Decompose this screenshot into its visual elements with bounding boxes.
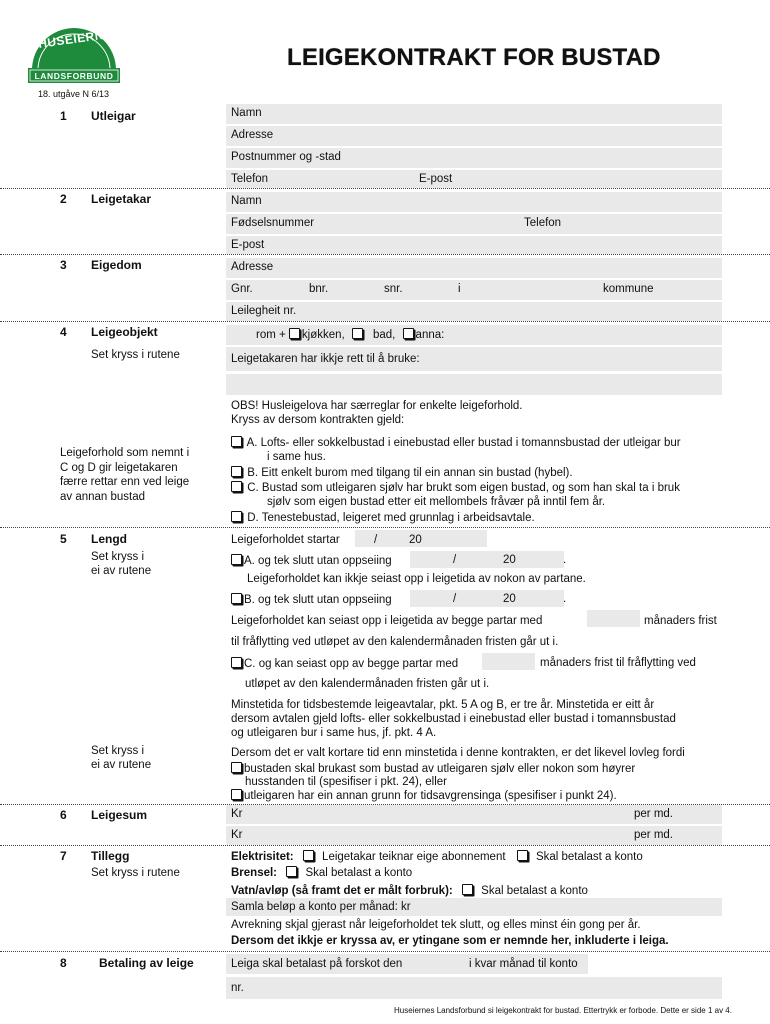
kort-opt1-checkbox[interactable] [231,762,242,773]
s8-kvar-label: i kvar månad til konto [469,958,578,970]
note-line: ei av rutene [91,565,152,577]
section-1-number: 1 [60,109,67,123]
s2-telefon-label: Telefon [524,217,562,229]
footer-text: Huseiernes Landsforbund si leigekontrakt for bustad. Ettertrykk er forbode. Dette er side 1 av 4. [394,1006,732,1015]
s5-c-text2: utløpet av den kalendermånaden fristen går ut i. [245,678,490,690]
note-line: Set kryss i [91,551,145,563]
note-line: Set kryss i [91,745,145,757]
option-d-label: D. Tenestebustad, leigeret med grunnlag i arbeidsavtale. [247,512,535,524]
s4-option-c-line2: sjølv som eigen bustad etter eit mellombels fråvær på inntil fem år. [267,496,606,508]
side-note-line: C og D gir leigetakaren [60,461,178,474]
el-akonto-label: Skal betalast a konto [535,851,643,863]
logo [26,14,122,86]
s8-nr-field[interactable] [226,977,722,999]
s1-adresse-field[interactable] [226,126,722,146]
divider [0,951,770,952]
min-line: Minstetida for tidsbestemde leigeavtalar, pkt. 5 A og B, er tre år. Minstetida er eitt år [231,699,655,711]
logo-top-text: HUSEIERNES [37,25,122,51]
option-c-label: C. Bustad som utleigaren sjølv har brukt som eigen bustad, og som han skal ta i bruk [247,482,680,494]
s5-kort-opt1-line2: husstanden til (spesifiser i pkt. 24), eller [245,776,447,788]
s4-rom-row [256,328,444,341]
s4-obs-line2: Kryss av dersom kontrakten gjeld: [231,414,405,426]
s5-option-c [231,657,458,670]
s5-kortare: Dersom det er valt kortare tid enn minstetida i denne kontrakten, er det likevel lovleg fordi [231,747,685,759]
s3-bnr-label: bnr. [309,283,329,295]
s5-b-dot: . [563,593,567,605]
s5-b-date-field[interactable] [410,590,567,607]
section-5-number: 5 [60,532,67,546]
va-akonto-checkbox[interactable] [462,884,473,895]
s5-minstetid [231,698,676,740]
s5-c-label: C. og kan seiast opp av begge partar med [244,658,459,670]
s5-a-label: A. og tek slutt utan oppseiing [244,555,392,567]
s6-kr-label-1: Kr [231,808,243,820]
option-a-checkbox[interactable] [231,436,242,447]
s7-dersom: Dersom det ikkje er kryssa av, er ytingane som er nemnde her, inkluderte i leiga. [231,935,669,947]
divider [0,321,770,322]
option-b-label: B. Eitt enkelt burom med tilgang til ein annan sin bustad (hybel). [247,467,573,479]
s1-post-label: Postnummer og -stad [231,151,341,163]
s7-va-row [231,884,588,897]
s1-namn-field[interactable] [226,104,722,124]
logo-bottom-text: LANDSFORBUND [34,71,114,81]
s3-snr-label: snr. [384,283,403,295]
s7-br-row [231,866,412,879]
s5-a-year: 20 [503,554,516,566]
side-note-line: av annan bustad [60,490,146,503]
s5-kort-opt1 [231,762,635,775]
s1-telefon-field[interactable] [226,170,722,188]
s3-leil-label: Leilegheit nr. [231,305,297,317]
s5-b-label: B. og tek slutt utan oppseiing [244,594,392,606]
el-label: Elektrisitet: [231,851,294,863]
section-2-title: Leigetakar [91,192,152,206]
s5-c-frist: månaders frist til fråflytting ved [540,657,696,669]
s2-fodsel-label: Fødselsnummer [231,217,315,229]
option-d-checkbox[interactable] [231,511,242,522]
divider [0,188,770,189]
s4-option-d [231,511,535,524]
el-abonnement-label: Leigetakar teiknar eige abonnement [322,851,506,863]
min-line: og utleigaren bur i same hus, jf. pkt. 4 A. [231,727,437,739]
section-6-number: 6 [60,808,67,822]
va-akonto-label: Skal betalast a konto [481,885,588,897]
s8-forskot-label: Leiga skal betalast på forskot den [231,958,403,970]
s5-b-frist: månaders frist [644,615,717,627]
s5-a-text: Leigeforholdet kan ikkje seiast opp i leigetida av nokon av partane. [247,573,586,585]
s4-ikkje-rett-label: Leigetakaren har ikkje rett til å bruke: [231,353,420,365]
section-3-title: Eigedom [91,258,142,272]
section-7-title: Tillegg [91,849,130,863]
section-4-title: Leigeobjekt [91,325,158,339]
s5-c-checkbox[interactable] [231,657,242,668]
s7-note: Set kryss i rutene [91,867,180,879]
s5-a-dot: . [563,554,567,566]
s1-epost-label: E-post [419,173,453,185]
s4-note: Set kryss i rutene [91,349,180,361]
s3-kommune-label: kommune [603,283,654,295]
s5-note-2 [91,744,151,772]
s4-extra-field[interactable] [226,374,722,395]
option-a-label: A. Lofts- eller sokkelbustad i einebustad eller bustad i tomannsbustad der utleigar bur [246,437,681,449]
divider [0,845,770,846]
s7-el-row [231,850,643,863]
s5-b-months-field[interactable] [587,610,640,627]
section-5-title: Lengd [91,532,127,546]
s5-note-1 [91,550,151,578]
s4-option-b [231,466,573,479]
br-label: Brensel: [231,867,278,879]
section-8-title: Betaling av leige [99,956,194,970]
s3-leil-field[interactable] [226,302,722,321]
option-b-checkbox[interactable] [231,466,242,477]
divider [0,527,770,528]
s1-namn-label: Namn [231,107,262,119]
section-3-number: 3 [60,258,67,272]
bad-label: bad, [372,329,396,341]
s2-namn-label: Namn [231,195,262,207]
option-c-checkbox[interactable] [231,481,242,492]
s5-start-slash: / [374,534,378,546]
min-line: dersom avtalen gjeld lofts- eller sokkelbustad i einebustad eller bustad i tomannsbustad [231,713,676,725]
s4-option-a-line2: i same hus. [267,451,326,463]
s5-a-slash: / [453,554,457,566]
s5-option-b [231,593,392,606]
section-4-number: 4 [60,325,67,339]
s7-avrekning: Avrekning skjal gjerast når leigeforholdet tek slutt, og elles minst éin gong per år. [231,919,641,931]
bad-checkbox[interactable] [352,328,363,339]
side-note-line: Leigeforhold som nemnt i [60,447,190,459]
s7-samla-label: Samla beløp a konto per månad: kr [231,901,411,913]
s5-option-a [231,554,392,567]
note-line: ei av rutene [91,759,152,771]
page-title: LEIGEKONTRAKT FOR BUSTAD [287,44,661,71]
s6-kr-label-2: Kr [231,829,243,841]
kort-opt1-label: bustaden skal brukast som bustad av utleigaren sjølv eller nokon som høyrer [244,763,636,775]
section-1-title: Utleigar [91,109,136,123]
s5-kort-opt2 [231,789,617,802]
section-8-number: 8 [60,956,67,970]
br-akonto-checkbox[interactable] [286,866,297,877]
kort-opt2-label: utleigaren har ein annan grunn for tidsavgrensinga (spesifiser i punkt 24). [244,790,617,802]
s6-permd-label-2: per md. [634,829,673,841]
s3-adresse-field[interactable] [226,258,722,278]
s5-b-slash: / [453,593,457,605]
s5-b-text: Leigeforholdet kan seiast opp i leigetida av begge partar med [231,615,543,627]
s5-start-year: 20 [409,534,422,546]
s4-obs-line1: OBS! Husleigelova har særreglar for enkelte leigeforhold. [231,400,523,412]
rom-label: rom + [256,329,286,341]
s1-adresse-label: Adresse [231,129,274,141]
br-akonto-label: Skal betalast a konto [305,867,413,879]
s5-b-checkbox[interactable] [231,593,242,604]
kort-opt2-checkbox[interactable] [231,789,242,800]
s5-start-label: Leigeforholdet startar [231,534,340,546]
va-label: Vatn/avløp (så framt det er målt forbruk): [231,885,453,897]
s2-epost-label: E-post [231,239,265,251]
side-note-line: færre rettar enn ved leige [60,476,190,488]
s8-nr-label: nr. [231,982,244,994]
el-akonto-checkbox[interactable] [517,850,528,861]
anna-checkbox[interactable] [403,328,414,339]
s5-b-year: 20 [503,593,516,605]
kjokken-checkbox[interactable] [289,328,300,339]
s3-gnr-label: Gnr. [231,283,253,295]
el-abonnement-checkbox[interactable] [303,850,314,861]
s1-telefon-label: Telefon [231,173,269,185]
s5-a-date-field[interactable] [410,551,567,568]
s3-adresse-label: Adresse [231,261,274,273]
anna-label: anna: [415,329,445,341]
s6-permd-label-1: per md. [634,808,673,820]
section-2-number: 2 [60,192,67,206]
s4-option-a [231,436,681,449]
s4-side-note [60,446,189,504]
s4-option-c [231,481,680,494]
section-7-number: 7 [60,849,67,863]
s5-c-months-field[interactable] [482,653,535,670]
edition-label: 18. utgåve N 6/13 [38,89,110,99]
kjokken-label: kjøkken, [301,329,345,341]
divider [0,254,770,255]
s2-namn-field[interactable] [226,192,722,212]
section-6-title: Leigesum [91,808,148,822]
s3-i-label: i [458,283,461,295]
s5-b-text2: til fråflytting ved utløpet av den kalendermånaden fristen går ut i. [231,636,559,648]
s5-a-checkbox[interactable] [231,554,242,565]
s2-epost-field[interactable] [226,236,722,254]
